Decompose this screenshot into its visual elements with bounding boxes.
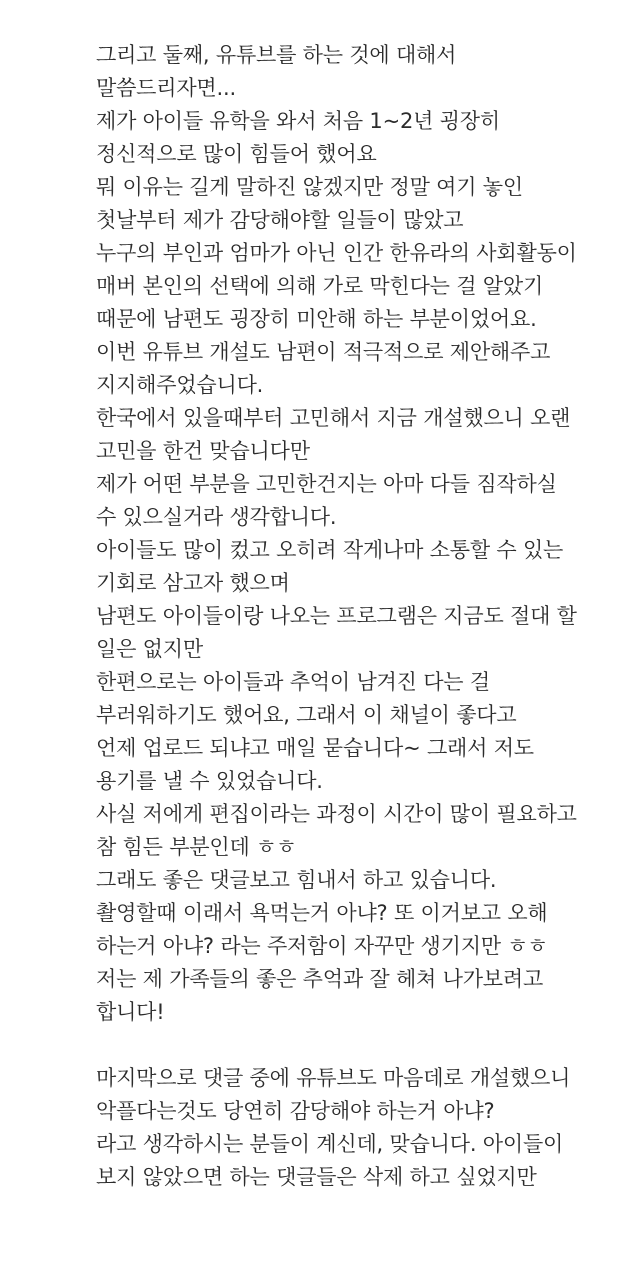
text-line-content: 저는 제 가족들의 좋은 추억과 잘 헤쳐 나가보려고 [96,967,544,991]
text-line-content: 합니다! [96,1000,165,1024]
text-line-content: 그래도 좋은 댓글보고 힘내서 하고 있습니다. [96,868,497,892]
text-line [96,303,626,336]
text-line [96,501,626,534]
text-line-content: 말씀드리자면... [96,76,236,100]
text-line [96,171,626,204]
text-line-content: 기회로 삼고자 했으며 [96,571,290,595]
text-line [96,765,626,798]
text-line-content: 사실 저에게 편집이라는 과정이 시간이 많이 필요하고 [96,802,577,826]
text-line-content: 보지 않았으면 하는 댓글들은 삭제 하고 싶었지만 [96,1165,537,1189]
text-line [96,534,626,567]
text-line-content: 라고 생각하시는 분들이 계신데, 맞습니다. 아이들이 [96,1132,564,1156]
text-line [96,336,626,369]
text-line [96,1095,626,1128]
post-body [96,0,626,1194]
text-line [96,831,626,864]
text-line-content: 한편으로는 아이들과 추억이 남겨진 다는 걸 [96,670,490,694]
text-line-content: 악플다는것도 당연히 감당해야 하는거 아냐? [96,1099,495,1123]
text-line [96,666,626,699]
text-line [96,369,626,402]
text-line [96,633,626,666]
text-line [96,600,626,633]
text-line-suffix [548,0,556,1]
text-line-content: 정신적으로 많이 힘들어 했어요 [96,142,377,166]
text-line-content: 제가 어떤 부분을 고민한건지는 아마 다들 짐작하실 [96,472,557,496]
text-line [96,402,626,435]
text-line-content: 이번 유튜브 개설도 남편이 적극적으로 제안해주고 [96,340,551,364]
text-line [96,864,626,897]
text-line [96,699,626,732]
text-line [96,0,626,6]
text-line [96,237,626,270]
text-line [96,204,626,237]
text-line-content [96,0,522,1]
text-line [96,996,626,1029]
text-line-content: 수 있으실거라 생각합니다. [96,505,337,529]
text-line [96,1062,626,1095]
text-line [96,963,626,996]
text-line-content: 제가 아이들 유학을 와서 처음 1~2년 굉장히 [96,109,500,133]
text-line-content: 일은 없지만 [96,637,203,661]
text-line-content: 언제 업로드 되냐고 매일 묻습니다~ 그래서 저도 [96,736,534,760]
text-line [96,897,626,930]
text-line-content: 하는거 아냐? 라는 주저함이 자꾸만 생기지만 ㅎㅎ [96,934,548,958]
text-line-content: 남편도 아이들이랑 나오는 프로그램은 지금도 절대 할 [96,604,577,628]
text-line-content: 참 힘든 부분인데 ㅎㅎ [96,835,297,859]
text-line [96,270,626,303]
text-line [96,1161,626,1194]
text-line [96,435,626,468]
text-line [96,567,626,600]
text-line-content: 아이들도 많이 컸고 오히려 작게나마 소통할 수 있는 [96,538,564,562]
text-line-content: 때문에 남편도 굉장히 미안해 하는 부분이었어요. [96,307,537,331]
text-line-content: 그리고 둘째, 유튜브를 하는 것에 대해서 [96,43,457,67]
text-line [96,72,626,105]
text-line-content: 누구의 부인과 엄마가 아닌 인간 한유라의 사회활동이 [96,241,577,265]
text-line-content: 고민을 한건 맞습니다만 [96,439,310,463]
text-line-content: 지지해주었습니다. [96,373,264,397]
text-line-content: 매버 본인의 선택에 의해 가로 막힌다는 걸 알았기 [96,274,544,298]
text-line-content: 부러워하기도 했어요, 그래서 이 채널이 좋다고 [96,703,517,727]
text-line [96,39,626,72]
text-line [96,930,626,963]
text-line-content: 용기를 낼 수 있었습니다. [96,769,323,793]
text-line [96,138,626,171]
text-line-content: 마지막으로 댓글 중에 유튜브도 마음데로 개설했으니 [96,1066,571,1090]
text-line-content: 한국에서 있을때부터 고민해서 지금 개설했으니 오랜 [96,406,571,430]
text-line-content: 촬영할때 이래서 욕먹는거 아냐? 또 이거보고 오해 [96,901,548,925]
text-line-content: 뭐 이유는 길게 말하진 않겠지만 정말 여기 놓인 [96,175,523,199]
text-line [96,1128,626,1161]
text-line [96,468,626,501]
text-line [96,105,626,138]
blank-line [96,1029,626,1062]
text-line [96,798,626,831]
text-line [96,732,626,765]
text-line-content: 첫날부터 제가 감당해야할 일들이 많았고 [96,208,464,232]
blank-line [96,6,626,39]
